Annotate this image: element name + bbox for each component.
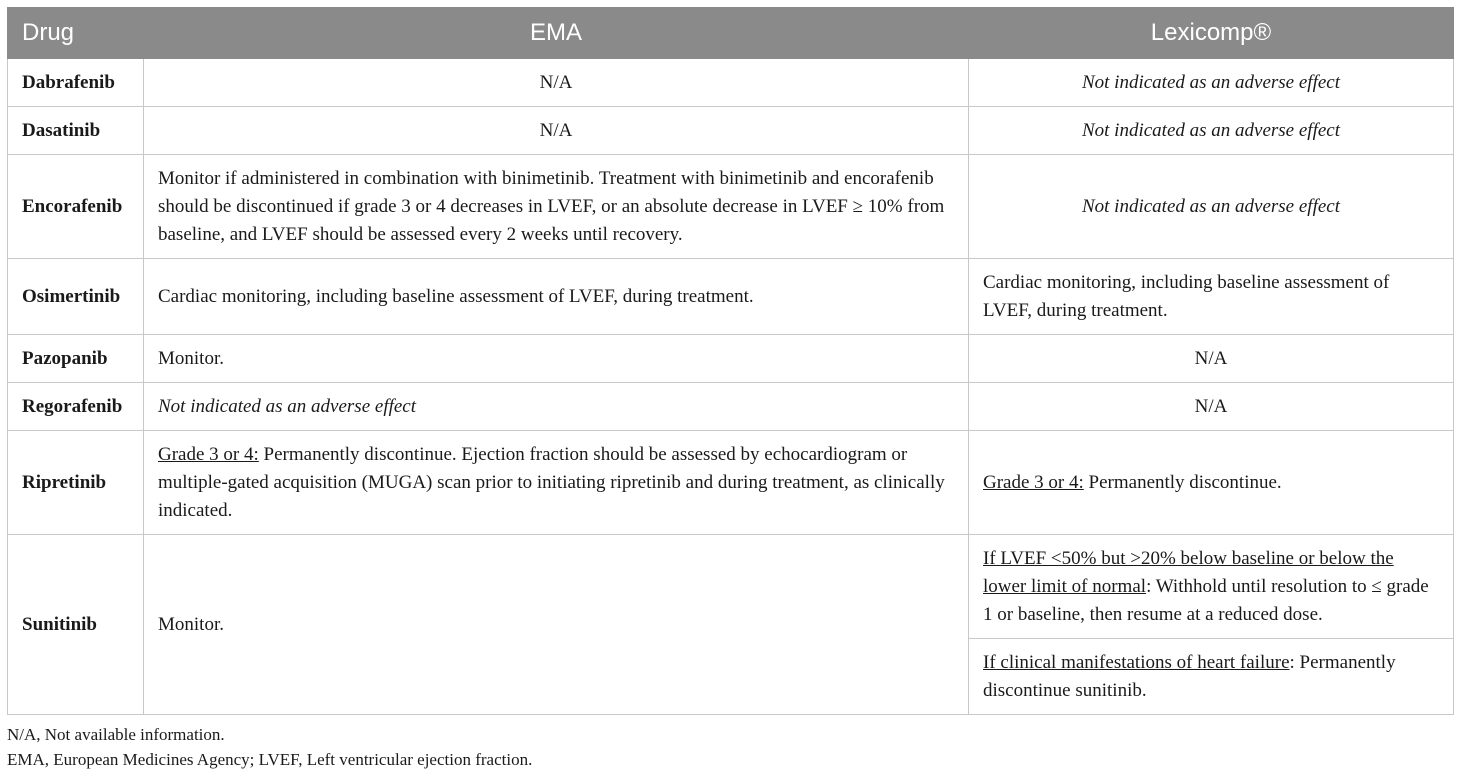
table-footnotes <box>7 722 532 772</box>
table-row <box>8 431 1454 535</box>
drug-cell: Regorafenib <box>8 383 144 431</box>
ema-cell: Cardiac monitoring, including baseline assessment of LVEF, during treatment. <box>144 259 969 335</box>
header-drug: Drug <box>8 8 144 59</box>
condition-text: If LVEF <50% but >20% below baseline or below the lower limit of normal <box>983 547 1394 597</box>
drug-cell: Ripretinib <box>8 431 144 535</box>
table-row <box>8 335 1454 383</box>
header-lexicomp: Lexicomp® <box>969 8 1454 59</box>
condition-text: Grade 3 or 4: <box>983 471 1084 493</box>
table-row <box>8 535 1454 639</box>
lexicomp-cell: N/A <box>969 383 1454 431</box>
footnote: N/A, Not available information. <box>7 725 225 744</box>
table-row <box>8 59 1454 107</box>
footnote: EMA, European Medicines Agency; LVEF, Left ventricular ejection fraction. <box>7 750 533 769</box>
condition-text: Grade 3 or 4: <box>158 443 259 465</box>
instruction-text: : Permanently discontinue sunitinib. <box>983 651 1396 701</box>
lexicomp-cell: Not indicated as an adverse effect <box>969 59 1454 107</box>
instruction-text: Permanently discontinue. <box>1083 471 1282 493</box>
drug-cell: Encorafenib <box>8 155 144 259</box>
table-row <box>8 107 1454 155</box>
ema-cell: Not indicated as an adverse effect <box>144 383 969 431</box>
table-row <box>8 155 1454 259</box>
lexicomp-cell: Cardiac monitoring, including baseline assessment of LVEF, during treatment. <box>969 259 1454 335</box>
lexicomp-cell <box>969 431 1454 535</box>
drug-cell: Dabrafenib <box>8 59 144 107</box>
drug-cell: Sunitinib <box>8 535 144 715</box>
table-row <box>8 259 1454 335</box>
ema-cell: Monitor. <box>144 335 969 383</box>
ema-cell <box>144 431 969 535</box>
lexicomp-cell: N/A <box>969 335 1454 383</box>
instruction-text: Permanently discontinue. Ejection fraction should be assessed by echocardiogram or multiple-gated acquisition (MUGA) scan prior to initiating ripretinib and during treatment, as clinically indicated. <box>158 443 945 521</box>
drug-cell: Dasatinib <box>8 107 144 155</box>
drug-cell: Osimertinib <box>8 259 144 335</box>
header-row <box>8 8 1454 59</box>
lexicomp-cell <box>969 535 1454 639</box>
drug-monitoring-table <box>7 7 1454 715</box>
lexicomp-cell: Not indicated as an adverse effect <box>969 107 1454 155</box>
drug-cell: Pazopanib <box>8 335 144 383</box>
ema-cell: Monitor if administered in combination with binimetinib. Treatment with binimetinib and encorafenib should be discontinued if grade 3 or 4 decreases in LVEF, or an absolute decrease in LVEF ≥ 10% from baseline, and LVEF should be assessed every 2 weeks until recovery. <box>144 155 969 259</box>
condition-text: If clinical manifestations of heart failure <box>983 651 1290 673</box>
table-row <box>8 383 1454 431</box>
ema-cell: N/A <box>144 107 969 155</box>
lexicomp-cell <box>969 639 1454 715</box>
lexicomp-cell: Not indicated as an adverse effect <box>969 155 1454 259</box>
instruction-text: : Withhold until resolution to ≤ grade 1 or baseline, then resume at a reduced dose. <box>983 575 1429 625</box>
header-ema: EMA <box>144 8 969 59</box>
ema-cell: N/A <box>144 59 969 107</box>
ema-cell: Monitor. <box>144 535 969 715</box>
